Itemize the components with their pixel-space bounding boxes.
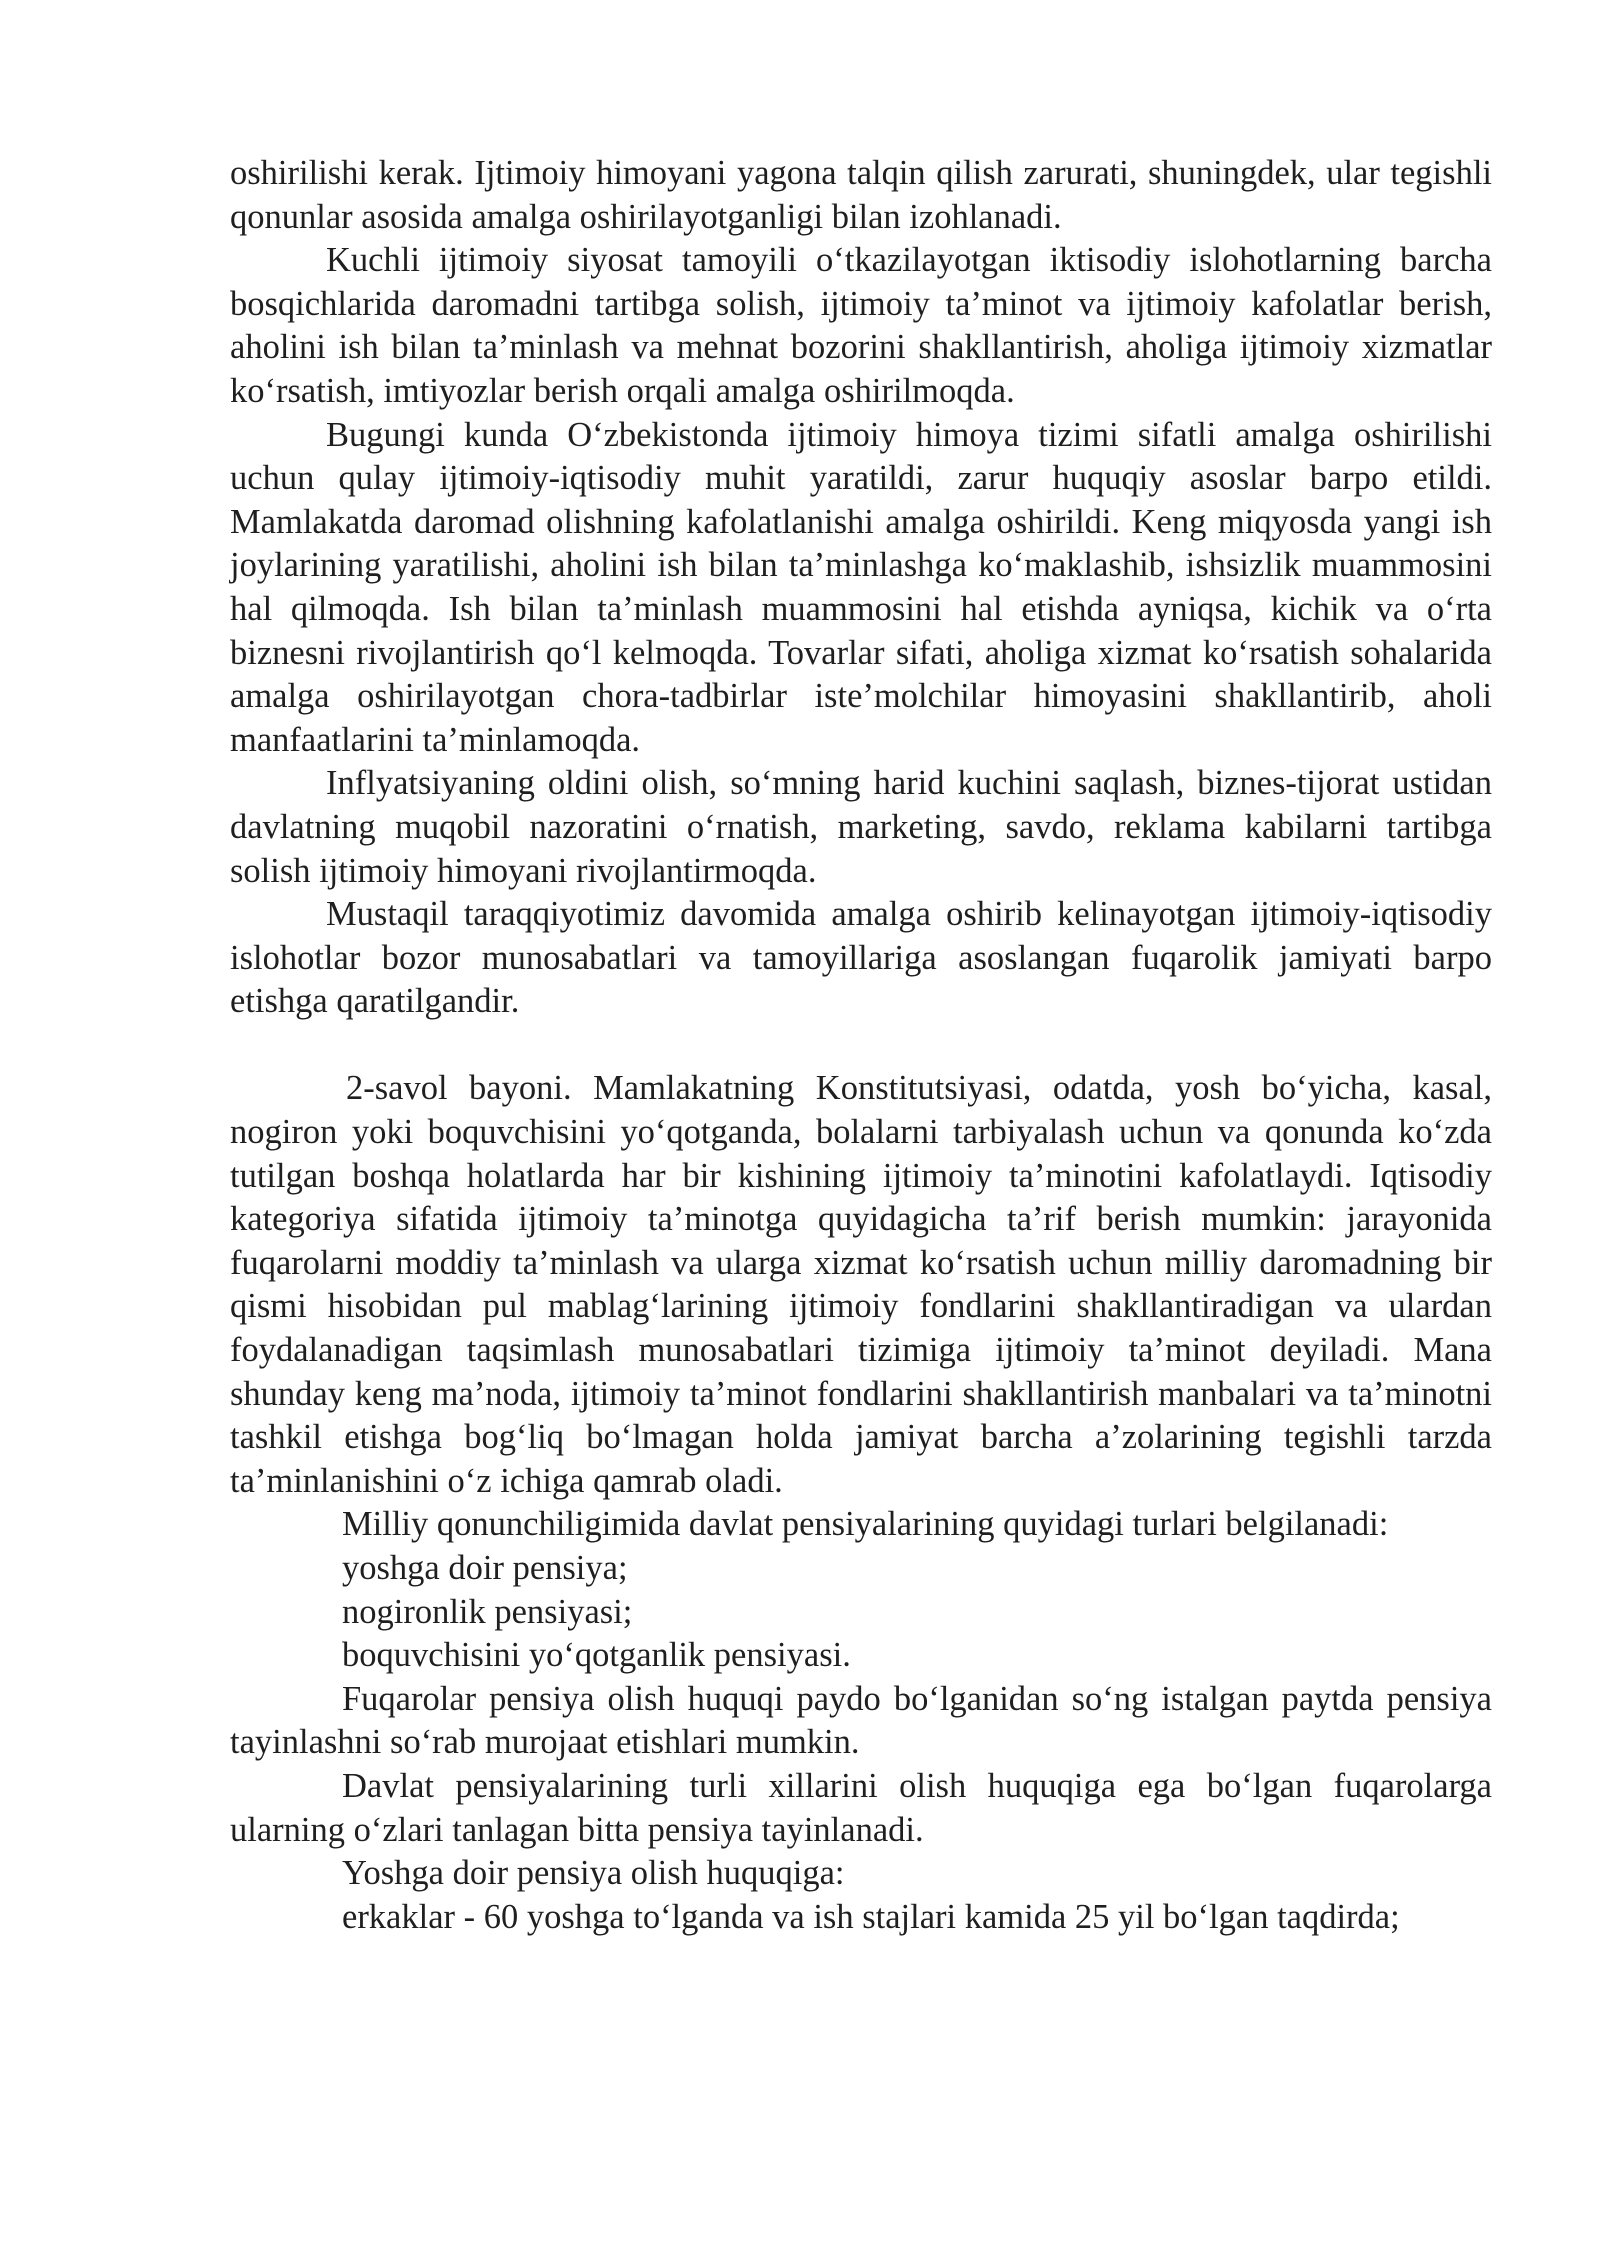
paragraph: Milliy qonunchiligimida davlat pensiyalarining quyidagi turlari belgilanadi: [342,1505,1389,1544]
paragraph: erkaklar - 60 yoshga to‘lganda va ish stajlari kamida 25 yil bo‘lgan taqdirda; [342,1897,1400,1936]
paragraph: Inflyatsiyaning oldini olish, so‘mning harid kuchini saqlash, biznes-tijorat ustidan davlatning muqobil nazoratini o‘rnatish, marketing, savdo, reklama kabilarni tartibga solish ijtimoiy himoyani rivojlantirmoqda. [230,764,1492,890]
paragraph: oshirilishi kerak. Ijtimoiy himoyani yagona talqin qilish zarurati, shuningdek, ular tegishli qonunlar asosida amalga oshirilayotganligi bilan izohlanadi. [230,154,1492,236]
list-item: yoshga doir pensiya; [342,1549,628,1587]
paragraph: Yoshga doir pensiya olish huquqiga: [342,1854,845,1893]
paragraph-spacer [230,1024,1492,1068]
section-paragraph: 2-savol bayoni. Mamlakatning Konstitutsiyasi, odatda, yosh bo‘yicha, kasal, nogiron yoki boquvchisini yo‘qotganda, bolalarni tarbiyalash uchun va qonunda ko‘zda tutilgan boshqa holatlarda har bir kishining ijtimoiy ta’minotini kafolatlaydi. Iqtisodiy kategoriya sifatida ijtimoiy ta’minotga quyidagicha ta’rif berish mumkin: jarayonida fuqarolarni moddiy ta’minlash va ularga xizmat ko‘rsatish uchun milliy daromadning bir qismi hisobidan pul mablag‘larining ijtimoiy fondlarini shakllantiradigan va ulardan foydalanadigan taqsimlash munosabatlari tizimiga ijtimoiy ta’minot deyiladi. Mana shunday keng ma’noda, ijtimoiy ta’minot fondlarini shakllantirish manbalari va ta’minotni tashkil etishga bog‘liq bo‘lmagan holda jamiyat barcha a’zolarining tegishli tarzda ta’minlanishini o‘z ichiga qamrab oladi. [230,1069,1492,1500]
list-item: nogironlik pensiyasi; [342,1592,633,1631]
paragraph: Bugungi kunda O‘zbekistonda ijtimoiy himoya tizimi sifatli amalga oshirilishi uchun qulay ijtimoiy-iqtisodiy muhit yaratildi, zarur huquqiy asoslar barpo etildi. Mamlakatda daromad olishning kafolatlanishi amalga oshirildi. Keng miqyosda yangi ish joylarining yaratilishi, aholini ish bilan ta’minlashga ko‘maklashib, ishsizlik muammosini hal qilmoqda. Ish bilan ta’minlash muammosini hal etishda ayniqsa, kichik va o‘rta biznesni rivojlantirish qo‘l kelmoqda. Tovarlar sifati, aholiga xizmat ko‘rsatish sohalarida amalga oshirilayotgan chora-tadbirlar iste’molchilar himoyasini shakllantirib, aholi manfaatlarini ta’minlamoqda. [230,415,1492,759]
paragraph: Mustaqil taraqqiyotimiz davomida amalga oshirib kelinayotgan ijtimoiy-iqtisodiy islohotlar bozor munosabatlari va tamoyillariga asoslangan fuqarolik jamiyati barpo etishga qaratilgandir. [230,895,1492,1021]
document-page [230,152,1492,1939]
paragraph: Fuqarolar pensiya olish huquqi paydo bo‘lganidan so‘ng istalgan paytda pensiya tayinlashni so‘rab murojaat etishlari mumkin. [230,1679,1492,1762]
paragraph: Kuchli ijtimoiy siyosat tamoyili o‘tkazilayotgan iktisodiy islohotlarning barcha bosqichlarida daromadni tartibga solish, ijtimoiy ta’minot va ijtimoiy kafolatlar berish, aholini ish bilan ta’minlash va mehnat bozorini shakllantirish, aholiga ijtimoiy xizmatlar ko‘rsatish, imtiyozlar berish orqali amalga oshirilmoqda. [230,241,1492,410]
list-item: boquvchisini yo‘qotganlik pensiyasi. [342,1636,851,1675]
paragraph: Davlat pensiyalarining turli xillarini olish huquqiga ega bo‘lgan fuqarolarga ularning o‘zlari tanlagan bitta pensiya tayinlanadi. [230,1766,1492,1849]
